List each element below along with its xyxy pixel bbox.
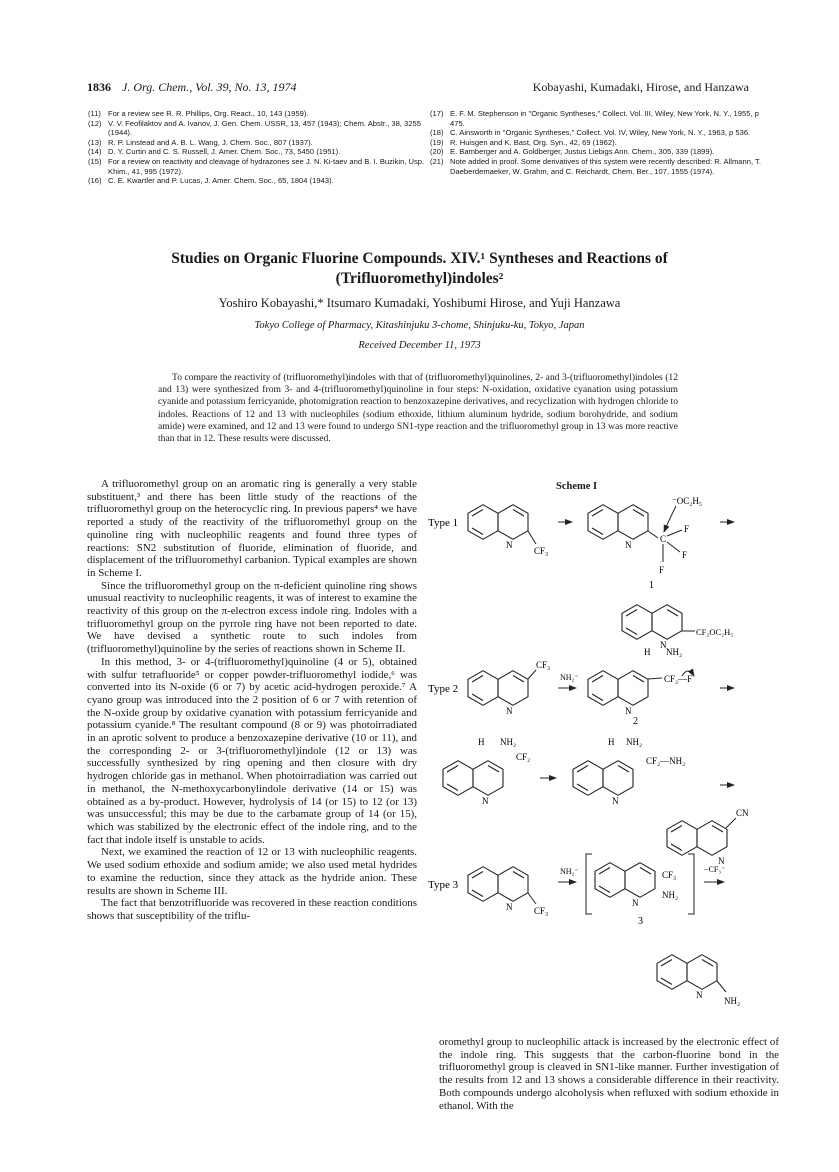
reference-number: (12) xyxy=(88,118,102,128)
type-1-label: Type 1 xyxy=(428,517,459,529)
reference-number: (21) xyxy=(430,156,444,166)
ring-n-label: N xyxy=(660,640,667,650)
cf2f-label: CF₂—F xyxy=(664,674,693,684)
references-left xyxy=(88,109,428,186)
body-paragraph: A trifluoromethyl group on an aromatic ring is generally a very stable substituent,³ and there has been little study of the reactions of the trifluoromethyl group on the heterocyclic ring. In previous papers⁴ we have reported a study of the reactivity of the trifluoromethyl group on the quinoline ring with nucleophilic reagents and found three types of reactions: SN2 substitution of fluoride, elimination of fluoride, and displacement of the trifluoromethyl carbanion. Typical examples are shown in Scheme I. xyxy=(87,478,417,579)
type-2-label: Type 2 xyxy=(428,683,459,695)
body-paragraph: The fact that benzotrifluoride was recovered in these reaction conditions shows that susceptibility of the triflu- xyxy=(87,897,417,922)
cf2-label: CF₂ xyxy=(516,752,531,762)
reference-entry xyxy=(430,109,770,128)
h-label: H xyxy=(478,737,485,747)
ring-n-label: N xyxy=(625,540,632,550)
ring-n-label: N xyxy=(506,902,513,912)
reference-entry xyxy=(430,128,770,138)
author-list: Yoshiro Kobayashi,* Itsumaro Kumadaki, Yoshibumi Hirose, and Yuji Hanzawa xyxy=(218,296,621,310)
cf3-label: CF₃ xyxy=(536,660,551,670)
ring-n-label: N xyxy=(482,796,489,806)
reference-text: C. E. Kwartler and P. Lucas, J. Amer. Chem. Soc., 65, 1804 (1943). xyxy=(108,176,334,186)
reference-text: For a review see R. R. Phillips, Org. React., 10, 143 (1959). xyxy=(108,109,309,118)
nh2-label: NH₂ xyxy=(500,737,517,747)
scheme-title: Scheme I xyxy=(556,481,598,492)
body-right-column xyxy=(439,1036,779,1112)
fluorine-label: F xyxy=(682,550,688,560)
reference-entry xyxy=(88,157,428,176)
nh2-label: NH₂ xyxy=(724,996,741,1006)
compound-3-label: 3 xyxy=(638,916,643,927)
reference-number: (17) xyxy=(430,109,444,118)
compound-2-label: 2 xyxy=(633,716,638,727)
reference-entry xyxy=(88,138,428,148)
reference-entry xyxy=(88,147,428,157)
affiliation: Tokyo College of Pharmacy, Kitashinjuku 3-chome, Shinjuku-ku, Tokyo, Japan xyxy=(254,320,585,331)
abstract: To compare the reactivity of (trifluoromethyl)indoles with that of (trifluoromethyl)quinolines, 2- and 3-(trifluoromethyl)indoles (12 and 13) were synthesized from 3- and 4-(trifluoromethyl)quinoline in four steps: N-oxidation, oxidative cyanation using potassium cyanide and potassium ferricyanide, photomigration reaction to benzoxazepine derivatives, and recyclization with hydrogen chloride to indoles. Reactions of 12 and 13 with nucleophiles (sodium ethoxide, lithium aluminum hydride, sodium borohydride, and sodium amide) were examined, and 12 and 13 were found to undergo SN1-type reaction and the trifluoromethyl group in 13 was more reactive than that in 12. These results were discussed. xyxy=(158,372,678,445)
article-title xyxy=(0,249,839,289)
title-line-1: Studies on Organic Fluorine Compounds. XIV.¹ Syntheses and Reactions of xyxy=(171,250,668,267)
loss-cf3-label: −CF₃⁻ xyxy=(704,865,726,874)
reference-number: (15) xyxy=(88,156,102,166)
reference-text: For a review on reactivity and cleavage of hydrazones see J. N. Ki-taev and B. I. Buzikin, Usp. Khim., 41, 995 (1972). xyxy=(108,156,425,176)
fluorine-label: F xyxy=(684,524,690,534)
reference-text: E. Bamberger and A. Goldberger, Justus Liebigs Ann. Chem., 305, 339 (1899). xyxy=(450,147,715,157)
body-left-column xyxy=(87,478,417,923)
reference-text: V. V. Feofilaktov and A. Ivanov, J. Gen. Chem. USSR, 13, 457 (1943); Chem. Abstr., 38, 3255 (1944). xyxy=(108,118,421,138)
body-paragraph: Next, we examined the reaction of 12 or 13 with nucleophilic reagents. We used sodium ethoxide and sodium amide; we also used metal hydrides to examine the reduction, since they attack as the hydride anion. These results are shown in Scheme III. xyxy=(87,846,417,897)
nh2-label: NH₂ xyxy=(666,647,683,657)
page-number: 1836 xyxy=(87,80,111,94)
reference-text: D. Y. Curtin and C. S. Russell, J. Amer. Chem. Soc., 73, 5450 (1951). xyxy=(108,147,341,157)
ring-n-label: N xyxy=(506,706,513,716)
reference-text: R. Huisgen and K. Bast, Org. Syn., 42, 69 (1962). xyxy=(450,137,617,147)
running-header-left xyxy=(87,80,297,95)
carbon-label: C xyxy=(660,534,667,544)
ring-n-label: N xyxy=(718,856,725,866)
body-paragraph: In this method, 3- or 4-(trifluoromethyl)quinoline (4 or 5), obtained with sulfur tetrafluoride⁵ or copper powder-trifluoromethyl iodide,⁶ was converted into its N-oxide (6 or 7) by acetic acid-hydrogen peroxide.⁷ A cyano group was introduced into the 2 position of 6 or 7 with retention of the N-oxide group by oxidative cyanation with potassium ferricyanide and potassium cyanide.⁸ The resultant compound (8 or 9) was photoirradiated in an aprotic solvent to produce a benzoxazepine derivative (10 or 11), and the corresponding 2- or 3-(trifluoromethyl)indole (12 or 13) was successfully synthesized by ring opening and then closure with dry hydrogen chloride gas in methanol. When photoirradiation was carried out in methanol, the N-methoxycarbonylindole derivative (14 or 15) was obtained as a by-product. However, hydrolysis of 14 (or 15) to 12 (or 13) was unsuccessful; this may be due to the carbamate group of 14 (or 15), which was stabilized by the electronic effect of the indole ring, and to the fact that indole itself is unstable to acids. xyxy=(87,655,417,846)
reference-number: (18) xyxy=(430,128,444,138)
reference-entry xyxy=(430,147,770,157)
body-paragraph: Since the trifluoromethyl group on the π-deficient quinoline ring shows unusual reactivity to nucleophilic reagents, it was of interest to examine the reactivity of this group on the π-electron excess indole ring. Indoles with a trifluoromethyl group on the pyrrole ring have not been reported to date. We have devised a synthetic route to such indoles from (trifluoromethyl)quinoline by the series of reactions shown in Scheme II. xyxy=(87,579,417,656)
cf2oc2h5-label: CF₂OC₂H₅ xyxy=(696,627,734,637)
ring-n-label: N xyxy=(632,898,639,908)
amide-reagent-label: NH₂⁻ xyxy=(560,673,579,682)
reference-entry xyxy=(430,157,770,176)
title-line-2: (Trifluoromethyl)indoles² xyxy=(335,270,504,287)
received-date: Received December 11, 1973 xyxy=(358,340,481,351)
reference-text: R. P. Linstead and A. B. L. Wang, J. Chem. Soc., 807 (1937). xyxy=(108,137,313,147)
cf2nh2-label: CF₂—NH₂ xyxy=(646,756,686,766)
cf3-label: CF₃ xyxy=(534,906,549,916)
h-label: H xyxy=(608,737,615,747)
reference-entry xyxy=(88,176,428,186)
amide-reagent-label: NH₂⁻ xyxy=(560,867,579,876)
reference-text: C. Ainsworth in "Organic Syntheses," Collect. Vol. IV, Wiley, New York, N. Y., 1963, p 536. xyxy=(450,128,751,138)
reference-number: (14) xyxy=(88,147,102,157)
references-right xyxy=(430,109,770,176)
ethoxide-label: ⁻OC₂H₅ xyxy=(672,496,703,506)
cf3-label: CF₃ xyxy=(534,546,549,556)
nh2-label: NH₂ xyxy=(626,737,643,747)
body-paragraph: oromethyl group to nucleophilic attack is increased by the electronic effect of the indole ring. This suggests that the carbon-fluorine bond in the trifluoromethyl group is cleaved in SN1-like manner. Further investigation of the results from 12 and 13 shows a considerable difference in their reactivity. Both compounds undergo alcoholysis when refluxed with sodium ethoxide in ethanol. With the xyxy=(439,1036,779,1112)
journal-citation: J. Org. Chem., Vol. 39, No. 13, 1974 xyxy=(122,80,297,94)
ring-n-label: N xyxy=(625,706,632,716)
ring-n-label: N xyxy=(612,796,619,806)
cf3-label: CF₃ xyxy=(662,870,677,880)
reference-text: Note added in proof. Some derivatives of this system were recently described: R. Allmann, T. Daeberdemaeker, W. Grahm, and C. Reichardt, Chem. Ber., 107, 1555 (1974). xyxy=(450,156,761,176)
reference-text: E. F. M. Stephenson in "Organic Syntheses," Collect. Vol. III, Wiley, New York, N. Y., 1955, p 475. xyxy=(450,109,759,128)
ring-n-label: N xyxy=(506,540,513,550)
reference-number: (16) xyxy=(88,176,102,186)
type-3-label: Type 3 xyxy=(428,879,459,891)
h-label: H xyxy=(644,647,651,657)
reference-number: (11) xyxy=(88,109,101,118)
reference-number: (13) xyxy=(88,137,102,147)
reference-entry xyxy=(88,109,428,119)
reference-number: (19) xyxy=(430,137,444,147)
reference-entry xyxy=(430,138,770,148)
reference-number: (20) xyxy=(430,147,444,157)
reference-entry xyxy=(88,119,428,138)
compound-1-label: 1 xyxy=(649,580,654,591)
running-header-authors: Kobayashi, Kumadaki, Hirose, and Hanzawa xyxy=(532,80,749,94)
nh2-label: NH₂ xyxy=(662,890,679,900)
ring-n-label: N xyxy=(696,990,703,1000)
cn-label: CN xyxy=(736,808,749,818)
fluorine-label: F xyxy=(659,565,665,575)
scheme-diagram xyxy=(420,492,790,1028)
